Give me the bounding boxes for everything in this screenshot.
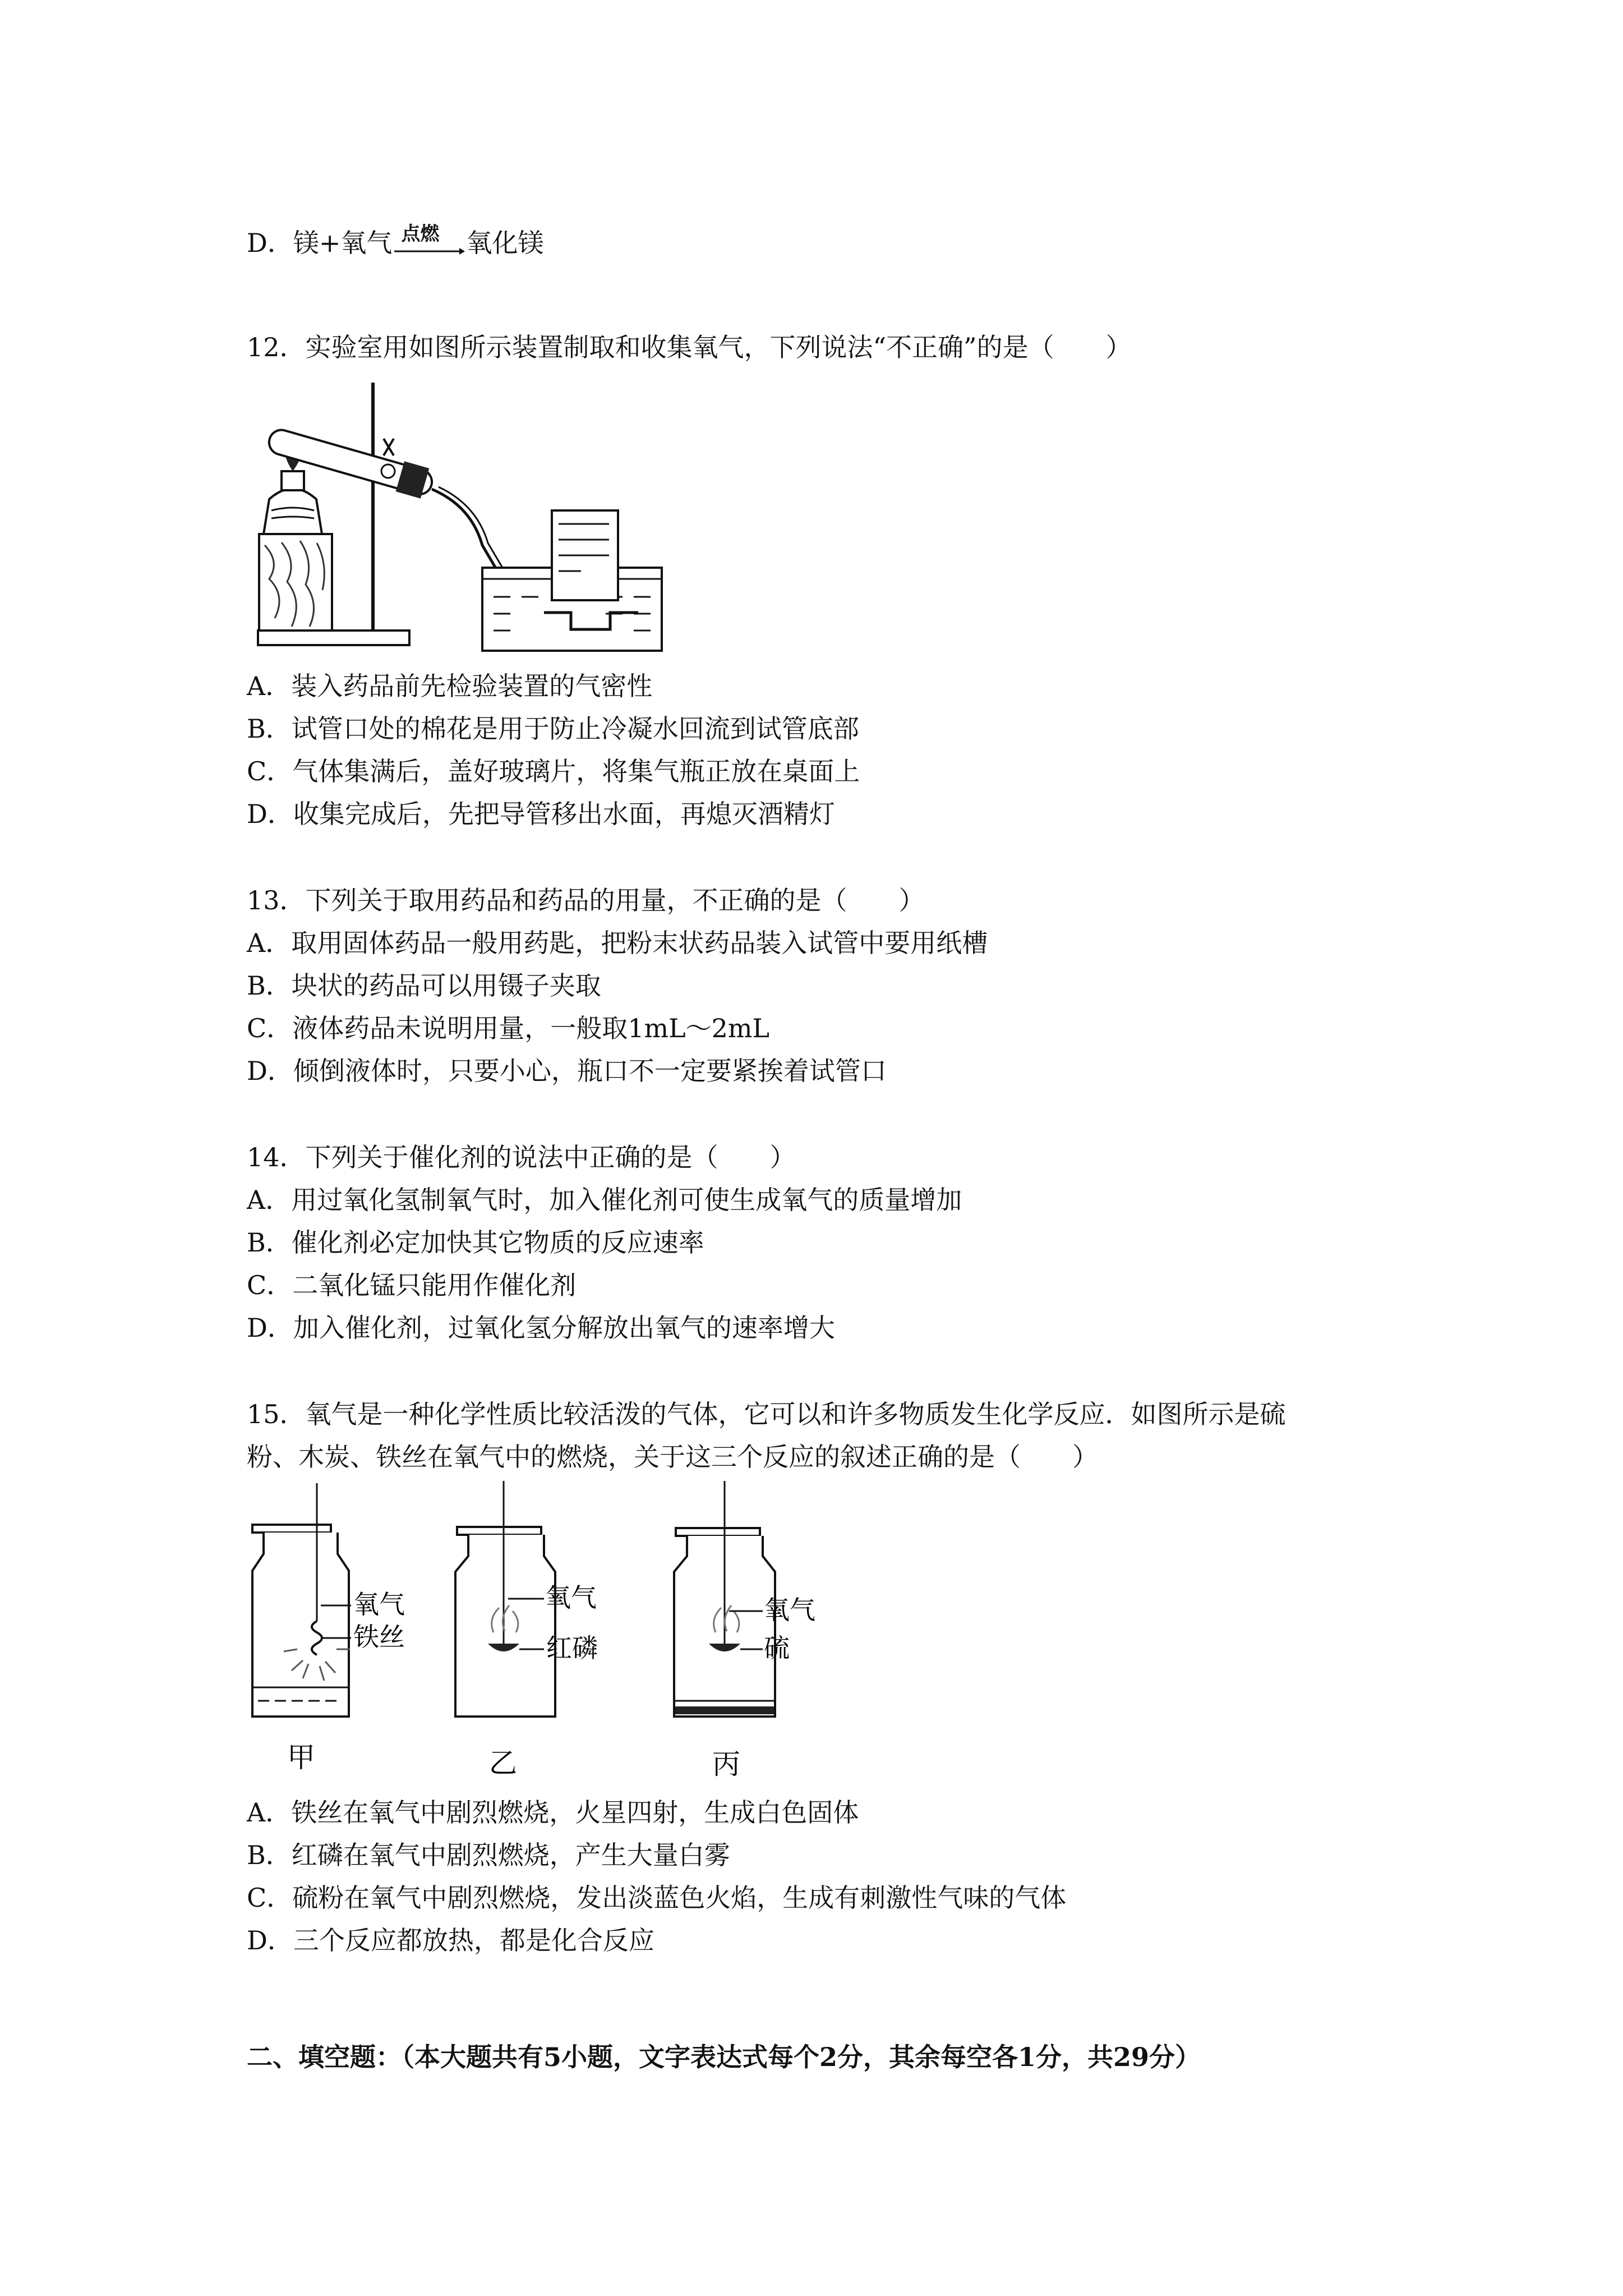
bottle-bing bbox=[674, 1481, 815, 1780]
q12-option-a: A．装入药品前先检验装置的气密性 bbox=[247, 671, 653, 701]
q12-option-c: C．气体集满后，盖好玻璃片，将集气瓶正放在桌面上 bbox=[247, 756, 860, 786]
q12-option-d: D．收集完成后，先把导管移出水面，再熄灭酒精灯 bbox=[247, 799, 835, 829]
section2-heading: 二、填空题：（本大题共有5小题，文字表达式每个2分，其余每空各1分，共29分） bbox=[247, 2042, 1201, 2072]
q14-stem: 14．下列关于催化剂的说法中正确的是（ ） bbox=[247, 1142, 796, 1172]
q11-option-d bbox=[247, 223, 544, 259]
q12-stem: 12．实验室用如图所示装置制取和收集氧气，下列说法“不正确”的是（ ） bbox=[247, 332, 1132, 362]
q13-option-d: D．倾倒液体时，只要小心，瓶口不一定要紧挨着试管口 bbox=[247, 1056, 887, 1086]
q14-option-a: A．用过氧化氢制氧气时，加入催化剂可使生成氧气的质量增加 bbox=[247, 1185, 962, 1215]
q15-option-c: C．硫粉在氧气中剧烈燃烧，发出淡蓝色火焰，生成有刺激性气味的气体 bbox=[247, 1883, 1067, 1913]
yi-label-gas: 氧气 bbox=[545, 1582, 597, 1613]
bing-label-substance: 硫 bbox=[764, 1633, 790, 1663]
q15-option-d: D．三个反应都放热，都是化合反应 bbox=[247, 1925, 654, 1955]
jia-label-gas: 氧气 bbox=[353, 1589, 405, 1619]
q14-option-b: B．催化剂必定加快其它物质的反应速率 bbox=[247, 1227, 704, 1258]
jia-label-substance: 铁丝 bbox=[353, 1622, 405, 1652]
yi-label-substance: 红磷 bbox=[546, 1633, 598, 1663]
q12-apparatus-figure bbox=[247, 377, 684, 657]
reaction-condition: 点燃 bbox=[401, 223, 440, 245]
bing-label-gas: 氧气 bbox=[764, 1595, 815, 1625]
q15-option-a: A．铁丝在氧气中剧烈燃烧，火星四射，生成白色固体 bbox=[247, 1797, 859, 1828]
q11-option-d-product: 氧化镁 bbox=[466, 228, 544, 258]
q15-combustion-figure bbox=[241, 1481, 914, 1784]
q14-option-d: D．加入催化剂，过氧化氢分解放出氧气的速率增大 bbox=[247, 1313, 835, 1343]
q13-option-a: A．取用固体药品一般用药匙，把粉末状药品装入试管中要用纸槽 bbox=[247, 928, 988, 958]
bing-caption: 丙 bbox=[712, 1748, 740, 1780]
yi-caption: 乙 bbox=[489, 1747, 517, 1779]
q15-stem-line2: 粉、木炭、铁丝在氧气中的燃烧，关于这三个反应的叙述正确的是（ ） bbox=[247, 1442, 1098, 1472]
q15-option-b: B．红磷在氧气中剧烈燃烧，产生大量白雾 bbox=[247, 1840, 730, 1870]
reaction-arrow bbox=[392, 223, 466, 259]
jia-caption: 甲 bbox=[287, 1741, 315, 1774]
q11-option-d-prefix: D．镁+氧气 bbox=[247, 228, 393, 258]
q12-option-b: B．试管口处的棉花是用于防止冷凝水回流到试管底部 bbox=[247, 714, 859, 744]
q14-option-c: C．二氧化锰只能用作催化剂 bbox=[247, 1270, 577, 1300]
arrow-icon bbox=[392, 227, 466, 259]
q13-option-c: C．液体药品未说明用量，一般取1mL～2mL bbox=[247, 1013, 770, 1043]
bottle-jia bbox=[252, 1483, 405, 1774]
bottle-yi bbox=[455, 1481, 598, 1779]
q13-stem: 13．下列关于取用药品和药品的用量，不正确的是（ ） bbox=[247, 885, 925, 915]
q13-option-b: B．块状的药品可以用镊子夹取 bbox=[247, 970, 601, 1001]
q15-stem-line1: 15．氧气是一种化学性质比较活泼的气体，它可以和许多物质发生化学反应．如图所示是硫 bbox=[247, 1399, 1286, 1429]
